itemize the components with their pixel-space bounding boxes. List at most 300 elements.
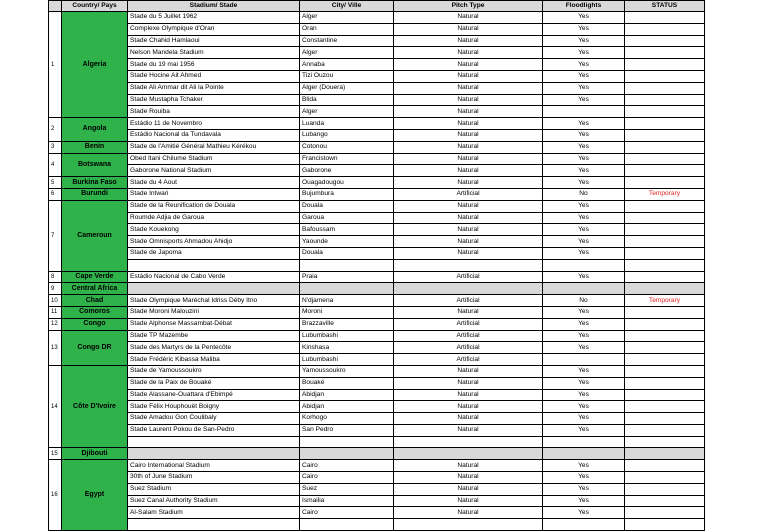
- city-cell: Douala: [300, 247, 394, 259]
- city-cell: Oran: [300, 23, 394, 35]
- table-row: [49, 47, 705, 59]
- status-cell: [625, 413, 705, 425]
- city-cell: Blida: [300, 94, 394, 106]
- table-row: [49, 365, 705, 377]
- stadium-cell: [128, 519, 300, 531]
- floodlights-cell: Yes: [543, 224, 625, 236]
- stadium-cell: Stade Alphonse Massambat-Débat: [128, 318, 300, 330]
- status-cell: [625, 436, 705, 448]
- floodlights-cell: Yes: [543, 507, 625, 519]
- status-cell: [625, 12, 705, 24]
- col-header-pitch: Pitch Type: [394, 1, 543, 12]
- status-cell: [625, 224, 705, 236]
- table-row: [49, 306, 705, 318]
- stadium-cell: Complexe Olympique d'Oran: [128, 23, 300, 35]
- floodlights-cell: Yes: [543, 342, 625, 354]
- floodlights-cell: Yes: [543, 389, 625, 401]
- status-cell: [625, 141, 705, 153]
- stadium-cell: [128, 259, 300, 271]
- stadium-cell: Estádio Nacional de Cabo Verde: [128, 271, 300, 283]
- country-cell: Côte D'Ivoire: [62, 365, 128, 448]
- city-cell: Alger: [300, 106, 394, 118]
- table-row: [49, 129, 705, 141]
- status-cell: [625, 306, 705, 318]
- city-cell: Lubumbashi: [300, 330, 394, 342]
- table-row: [49, 82, 705, 94]
- row-number: 5: [49, 177, 62, 189]
- city-cell: Lubumbashi: [300, 354, 394, 366]
- table-row: [49, 12, 705, 24]
- city-cell: [300, 436, 394, 448]
- floodlights-cell: Yes: [543, 271, 625, 283]
- table-row: [49, 283, 705, 295]
- city-cell: Kinshasa: [300, 342, 394, 354]
- stadium-cell: Stade de l'Amitié Général Mathieu Kérékou: [128, 141, 300, 153]
- pitch-type-cell: Artificial: [394, 330, 543, 342]
- table-row: [49, 177, 705, 189]
- table-row: [49, 483, 705, 495]
- status-cell: [625, 377, 705, 389]
- city-cell: Francistown: [300, 153, 394, 165]
- col-header-city: City/ Ville: [300, 1, 394, 12]
- stadium-cell: Stade du 5 Juillet 1962: [128, 12, 300, 24]
- city-cell: Garoua: [300, 212, 394, 224]
- empty-cell: [625, 283, 705, 295]
- table-row: [49, 330, 705, 342]
- table-row: [49, 495, 705, 507]
- table-row: [49, 377, 705, 389]
- table-row: [49, 259, 705, 271]
- stadium-cell: Roumde Adjia de Garoua: [128, 212, 300, 224]
- empty-cell: [543, 283, 625, 295]
- stadium-cell: Stade de la Paix de Bouaké: [128, 377, 300, 389]
- floodlights-cell: Yes: [543, 177, 625, 189]
- floodlights-cell: Yes: [543, 94, 625, 106]
- table-row: [49, 460, 705, 472]
- country-cell: Egypt: [62, 460, 128, 531]
- table-row: [49, 70, 705, 82]
- status-cell: [625, 259, 705, 271]
- empty-cell: [394, 448, 543, 460]
- pitch-type-cell: Artificial: [394, 188, 543, 200]
- row-number: 12: [49, 318, 62, 330]
- status-cell: [625, 401, 705, 413]
- pitch-type-cell: Natural: [394, 495, 543, 507]
- floodlights-cell: Yes: [543, 330, 625, 342]
- row-number: 8: [49, 271, 62, 283]
- stadium-cell: Stade Omnisports Ahmadou Ahidjo: [128, 236, 300, 248]
- pitch-type-cell: Natural: [394, 165, 543, 177]
- floodlights-cell: Yes: [543, 483, 625, 495]
- table-row: [49, 200, 705, 212]
- country-cell: Burundi: [62, 188, 128, 200]
- status-cell: [625, 342, 705, 354]
- city-cell: Luanda: [300, 118, 394, 130]
- floodlights-cell: No: [543, 188, 625, 200]
- pitch-type-cell: Natural: [394, 59, 543, 71]
- pitch-type-cell: Natural: [394, 106, 543, 118]
- table-row: [49, 247, 705, 259]
- city-cell: Alger: [300, 47, 394, 59]
- status-cell: [625, 247, 705, 259]
- pitch-type-cell: Artificial: [394, 318, 543, 330]
- table-row: [49, 507, 705, 519]
- country-cell: Congo DR: [62, 330, 128, 365]
- status-cell: [625, 23, 705, 35]
- stadium-cell: Stade du 4 Aout: [128, 177, 300, 189]
- table-row: [49, 236, 705, 248]
- stadium-cell: Cairo International Stadium: [128, 460, 300, 472]
- table-row: [49, 389, 705, 401]
- empty-cell: [128, 448, 300, 460]
- floodlights-cell: Yes: [543, 118, 625, 130]
- status-cell: [625, 389, 705, 401]
- col-header-num: [49, 1, 62, 12]
- status-cell: [625, 519, 705, 531]
- table-row: [49, 295, 705, 307]
- pitch-type-cell: Natural: [394, 224, 543, 236]
- city-cell: Lubango: [300, 129, 394, 141]
- stadium-cell: Stade Frédéric Kibassa Maliba: [128, 354, 300, 366]
- status-cell: Temporary: [625, 295, 705, 307]
- pitch-type-cell: Natural: [394, 118, 543, 130]
- floodlights-cell: Yes: [543, 23, 625, 35]
- floodlights-cell: Yes: [543, 247, 625, 259]
- city-cell: Suez: [300, 483, 394, 495]
- stadium-cell: Stade de la Reunification de Douala: [128, 200, 300, 212]
- city-cell: San Pedro: [300, 424, 394, 436]
- status-cell: [625, 271, 705, 283]
- stadium-cell: Obed Itani Chilume Stadium: [128, 153, 300, 165]
- table-row: [49, 318, 705, 330]
- row-number: 13: [49, 330, 62, 365]
- floodlights-cell: Yes: [543, 413, 625, 425]
- stadium-cell: Estádio Nacional da Tundavala: [128, 129, 300, 141]
- status-cell: [625, 200, 705, 212]
- pitch-type-cell: Natural: [394, 153, 543, 165]
- floodlights-cell: Yes: [543, 12, 625, 24]
- status-cell: [625, 212, 705, 224]
- pitch-type-cell: [394, 519, 543, 531]
- country-cell: Comoros: [62, 306, 128, 318]
- stadium-cell: Stade Ali Ammar dit Ali la Pointe: [128, 82, 300, 94]
- empty-cell: [128, 283, 300, 295]
- empty-cell: [543, 448, 625, 460]
- pitch-type-cell: Natural: [394, 200, 543, 212]
- city-cell: Ouagadougou: [300, 177, 394, 189]
- row-number: 10: [49, 295, 62, 307]
- table-row: [49, 118, 705, 130]
- stadium-cell: Stade TP Mazembe: [128, 330, 300, 342]
- status-cell: [625, 47, 705, 59]
- floodlights-cell: Yes: [543, 141, 625, 153]
- floodlights-cell: Yes: [543, 460, 625, 472]
- pitch-type-cell: Artificial: [394, 295, 543, 307]
- table-row: [49, 401, 705, 413]
- empty-cell: [300, 448, 394, 460]
- status-cell: [625, 483, 705, 495]
- pitch-type-cell: Natural: [394, 70, 543, 82]
- col-header-status: STATUS: [625, 1, 705, 12]
- pitch-type-cell: Natural: [394, 424, 543, 436]
- table-row: [49, 342, 705, 354]
- country-cell: Botswana: [62, 153, 128, 177]
- row-number: 11: [49, 306, 62, 318]
- city-cell: Tizi Ouzou: [300, 70, 394, 82]
- pitch-type-cell: Natural: [394, 247, 543, 259]
- city-cell: Constantine: [300, 35, 394, 47]
- table-row: [49, 141, 705, 153]
- row-number: 6: [49, 188, 62, 200]
- table-row: [49, 94, 705, 106]
- pitch-type-cell: Artificial: [394, 354, 543, 366]
- floodlights-cell: Yes: [543, 59, 625, 71]
- city-cell: Bujumbura: [300, 188, 394, 200]
- row-number: 9: [49, 283, 62, 295]
- status-cell: [625, 165, 705, 177]
- city-cell: Yaounde: [300, 236, 394, 248]
- stadium-cell: Stade du 19 mai 1956: [128, 59, 300, 71]
- stadium-cell: Stade Mustapha Tchaker: [128, 94, 300, 106]
- stadium-cell: Stade Laurent Pokou de San-Pedro: [128, 424, 300, 436]
- city-cell: Annaba: [300, 59, 394, 71]
- stadium-cell: Gaborone National Stadium: [128, 165, 300, 177]
- status-cell: [625, 460, 705, 472]
- floodlights-cell: Yes: [543, 70, 625, 82]
- country-cell: Burkina Faso: [62, 177, 128, 189]
- city-cell: [300, 259, 394, 271]
- country-cell: Cameroun: [62, 200, 128, 271]
- floodlights-cell: Yes: [543, 306, 625, 318]
- stadium-cell: Stade Kouekong: [128, 224, 300, 236]
- floodlights-cell: Yes: [543, 236, 625, 248]
- status-cell: [625, 424, 705, 436]
- floodlights-cell: Yes: [543, 212, 625, 224]
- row-number: 3: [49, 141, 62, 153]
- table-row: [49, 448, 705, 460]
- city-cell: Moroni: [300, 306, 394, 318]
- table-row: [49, 413, 705, 425]
- status-cell: [625, 59, 705, 71]
- row-number: 4: [49, 153, 62, 177]
- row-number: 16: [49, 460, 62, 531]
- city-cell: Douala: [300, 200, 394, 212]
- pitch-type-cell: Natural: [394, 377, 543, 389]
- pitch-type-cell: Natural: [394, 35, 543, 47]
- floodlights-cell: Yes: [543, 401, 625, 413]
- pitch-type-cell: Natural: [394, 47, 543, 59]
- table-row: [49, 472, 705, 484]
- stadium-cell: Stade de Yamoussoukro: [128, 365, 300, 377]
- col-header-stadium: Stadium/ Stade: [128, 1, 300, 12]
- city-cell: Gaborone: [300, 165, 394, 177]
- floodlights-cell: Yes: [543, 377, 625, 389]
- country-cell: Congo: [62, 318, 128, 330]
- table-row: [49, 519, 705, 531]
- row-number: 7: [49, 200, 62, 271]
- table-row: [49, 354, 705, 366]
- floodlights-cell: Yes: [543, 318, 625, 330]
- row-number: 14: [49, 365, 62, 448]
- stadium-table: [48, 0, 705, 531]
- table-row: [49, 271, 705, 283]
- table-row: [49, 436, 705, 448]
- pitch-type-cell: Natural: [394, 306, 543, 318]
- table-row: [49, 23, 705, 35]
- country-cell: Central Africa: [62, 283, 128, 295]
- status-cell: [625, 106, 705, 118]
- city-cell: Bouaké: [300, 377, 394, 389]
- country-cell: Cape Verde: [62, 271, 128, 283]
- stadium-cell: Al-Salam Stadium: [128, 507, 300, 519]
- city-cell: Abidjan: [300, 389, 394, 401]
- floodlights-cell: [543, 259, 625, 271]
- city-cell: Cairo: [300, 507, 394, 519]
- city-cell: Cairo: [300, 460, 394, 472]
- floodlights-cell: Yes: [543, 472, 625, 484]
- floodlights-cell: No: [543, 295, 625, 307]
- pitch-type-cell: Artificial: [394, 342, 543, 354]
- city-cell: Bafoussam: [300, 224, 394, 236]
- stadium-cell: Stade Intwari: [128, 188, 300, 200]
- city-cell: Brazzaville: [300, 318, 394, 330]
- status-cell: [625, 330, 705, 342]
- stadium-cell: Stade Alassane-Ouattara d'Ebimpé: [128, 389, 300, 401]
- floodlights-cell: Yes: [543, 200, 625, 212]
- country-cell: Djibouti: [62, 448, 128, 460]
- pitch-type-cell: Natural: [394, 413, 543, 425]
- city-cell: Ismailia: [300, 495, 394, 507]
- floodlights-cell: Yes: [543, 82, 625, 94]
- pitch-type-cell: Natural: [394, 23, 543, 35]
- pitch-type-cell: Natural: [394, 129, 543, 141]
- floodlights-cell: [543, 519, 625, 531]
- status-cell: [625, 354, 705, 366]
- status-cell: [625, 118, 705, 130]
- empty-cell: [394, 283, 543, 295]
- pitch-type-cell: Natural: [394, 365, 543, 377]
- city-cell: Yamoussoukro: [300, 365, 394, 377]
- floodlights-cell: Yes: [543, 365, 625, 377]
- floodlights-cell: [543, 354, 625, 366]
- pitch-type-cell: Natural: [394, 177, 543, 189]
- floodlights-cell: Yes: [543, 165, 625, 177]
- city-cell: N'djamena: [300, 295, 394, 307]
- stadium-cell: 30th of June Stadium: [128, 472, 300, 484]
- stadium-cell: Stade Amadou Gon Coulibaly: [128, 413, 300, 425]
- pitch-type-cell: Natural: [394, 236, 543, 248]
- status-cell: [625, 177, 705, 189]
- empty-cell: [300, 283, 394, 295]
- stadium-cell: Stade Félix Houphouët Boigny: [128, 401, 300, 413]
- stadium-cell: Suez Canal Authority Stadium: [128, 495, 300, 507]
- floodlights-cell: [543, 436, 625, 448]
- table-row: [49, 59, 705, 71]
- status-cell: [625, 35, 705, 47]
- table-row: [49, 212, 705, 224]
- table-row: [49, 424, 705, 436]
- pitch-type-cell: Natural: [394, 389, 543, 401]
- status-cell: [625, 318, 705, 330]
- pitch-type-cell: Natural: [394, 401, 543, 413]
- stadium-cell: Stade de Japoma: [128, 247, 300, 259]
- status-cell: [625, 94, 705, 106]
- city-cell: Cairo: [300, 472, 394, 484]
- stadium-cell: Stade des Martyrs de la Pentecôte: [128, 342, 300, 354]
- floodlights-cell: Yes: [543, 129, 625, 141]
- country-cell: Chad: [62, 295, 128, 307]
- table-row: [49, 35, 705, 47]
- pitch-type-cell: Natural: [394, 12, 543, 24]
- stadium-cell: Stade Rouiba: [128, 106, 300, 118]
- floodlights-cell: Yes: [543, 424, 625, 436]
- stadium-cell: Suez Stadium: [128, 483, 300, 495]
- table-row: [49, 153, 705, 165]
- country-cell: Benin: [62, 141, 128, 153]
- pitch-type-cell: Natural: [394, 82, 543, 94]
- stadium-cell: Nelson Mandela Stadium: [128, 47, 300, 59]
- pitch-type-cell: [394, 436, 543, 448]
- pitch-type-cell: Artificial: [394, 271, 543, 283]
- table-row: [49, 188, 705, 200]
- pitch-type-cell: Natural: [394, 212, 543, 224]
- table-body: [49, 12, 705, 531]
- city-cell: Alger (Douera): [300, 82, 394, 94]
- status-cell: [625, 82, 705, 94]
- table-row: [49, 106, 705, 118]
- pitch-type-cell: Natural: [394, 460, 543, 472]
- floodlights-cell: Yes: [543, 35, 625, 47]
- col-header-floodlights: Floodlights: [543, 1, 625, 12]
- country-cell: Algeria: [62, 12, 128, 118]
- city-cell: Korhogo: [300, 413, 394, 425]
- status-cell: [625, 153, 705, 165]
- city-cell: Praia: [300, 271, 394, 283]
- city-cell: [300, 519, 394, 531]
- status-cell: [625, 365, 705, 377]
- floodlights-cell: Yes: [543, 495, 625, 507]
- table-row: [49, 224, 705, 236]
- city-cell: Alger: [300, 12, 394, 24]
- pitch-type-cell: Natural: [394, 507, 543, 519]
- status-cell: [625, 495, 705, 507]
- header-row: [49, 1, 705, 12]
- stadium-cell: Estádio 11 de Novembro: [128, 118, 300, 130]
- table-row: [49, 165, 705, 177]
- row-number: 1: [49, 12, 62, 118]
- row-number: 15: [49, 448, 62, 460]
- pitch-type-cell: Natural: [394, 472, 543, 484]
- pitch-type-cell: [394, 259, 543, 271]
- stadium-cell: Stade Moroni Malouzini: [128, 306, 300, 318]
- row-number: 2: [49, 118, 62, 142]
- city-cell: Cotonou: [300, 141, 394, 153]
- pitch-type-cell: Natural: [394, 94, 543, 106]
- status-cell: [625, 472, 705, 484]
- status-cell: [625, 129, 705, 141]
- status-cell: [625, 507, 705, 519]
- status-cell: Temporary: [625, 188, 705, 200]
- floodlights-cell: Yes: [543, 153, 625, 165]
- stadium-cell: Stade Hocine Ait Ahmed: [128, 70, 300, 82]
- pitch-type-cell: Natural: [394, 141, 543, 153]
- stadium-cell: [128, 436, 300, 448]
- stadium-cell: Stade Chahid Hamlaoui: [128, 35, 300, 47]
- country-cell: Angola: [62, 118, 128, 142]
- empty-cell: [625, 448, 705, 460]
- status-cell: [625, 236, 705, 248]
- city-cell: Abidjan: [300, 401, 394, 413]
